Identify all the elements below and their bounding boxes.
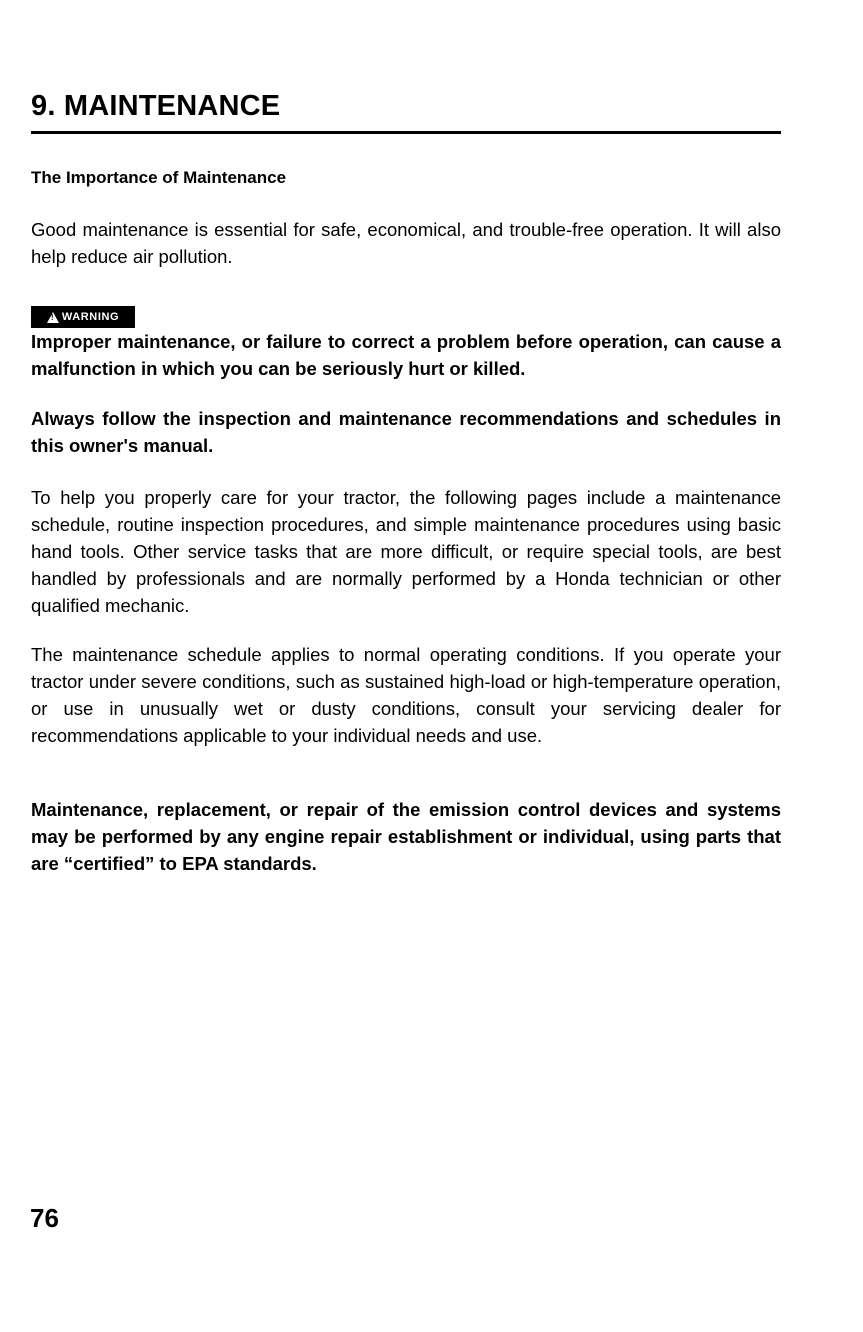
intro-paragraph: Good maintenance is essential for safe, economical, and trouble-free operation. It will also help reduce air pollution. <box>31 219 781 267</box>
warning-badge <box>31 306 135 328</box>
subheading: The Importance of Maintenance <box>31 168 287 187</box>
follow-paragraph: Always follow the inspection and maintenance recommendations and schedules in this owner's manual. <box>31 408 781 456</box>
manual-page <box>31 88 781 874</box>
section-title: 9. MAINTENANCE <box>31 90 281 122</box>
schedule-paragraph: The maintenance schedule applies to normal operating conditions. If you operate your tractor under severe conditions, such as sustained high-load or high-temperature operation, or use in unusually wet or dusty conditions, consult your servicing dealer for recommendations applicable to your individual needs and use. <box>31 644 781 746</box>
emission-paragraph: Maintenance, replacement, or repair of the emission control devices and systems may be performed by any engine repair establishment or individual, using parts that are “certified” to EPA standards. <box>31 799 781 874</box>
warning-triangle-icon <box>47 312 59 323</box>
care-paragraph: To help you properly care for your tractor, the following pages include a maintenance schedule, routine inspection procedures, and simple maintenance procedures using basic hand tools. Other service tasks that are more difficult, or require special tools, are best handled by professionals and are normally performed by a Honda technician or other qualified mechanic. <box>31 487 781 616</box>
title-divider <box>31 131 781 134</box>
page-number: 76 <box>30 1203 59 1233</box>
warning-text: Improper maintenance, or failure to correct a problem before operation, can cause a malfunction in which you can be seriously hurt or killed. <box>31 331 781 379</box>
warning-label: WARNING <box>61 311 120 323</box>
